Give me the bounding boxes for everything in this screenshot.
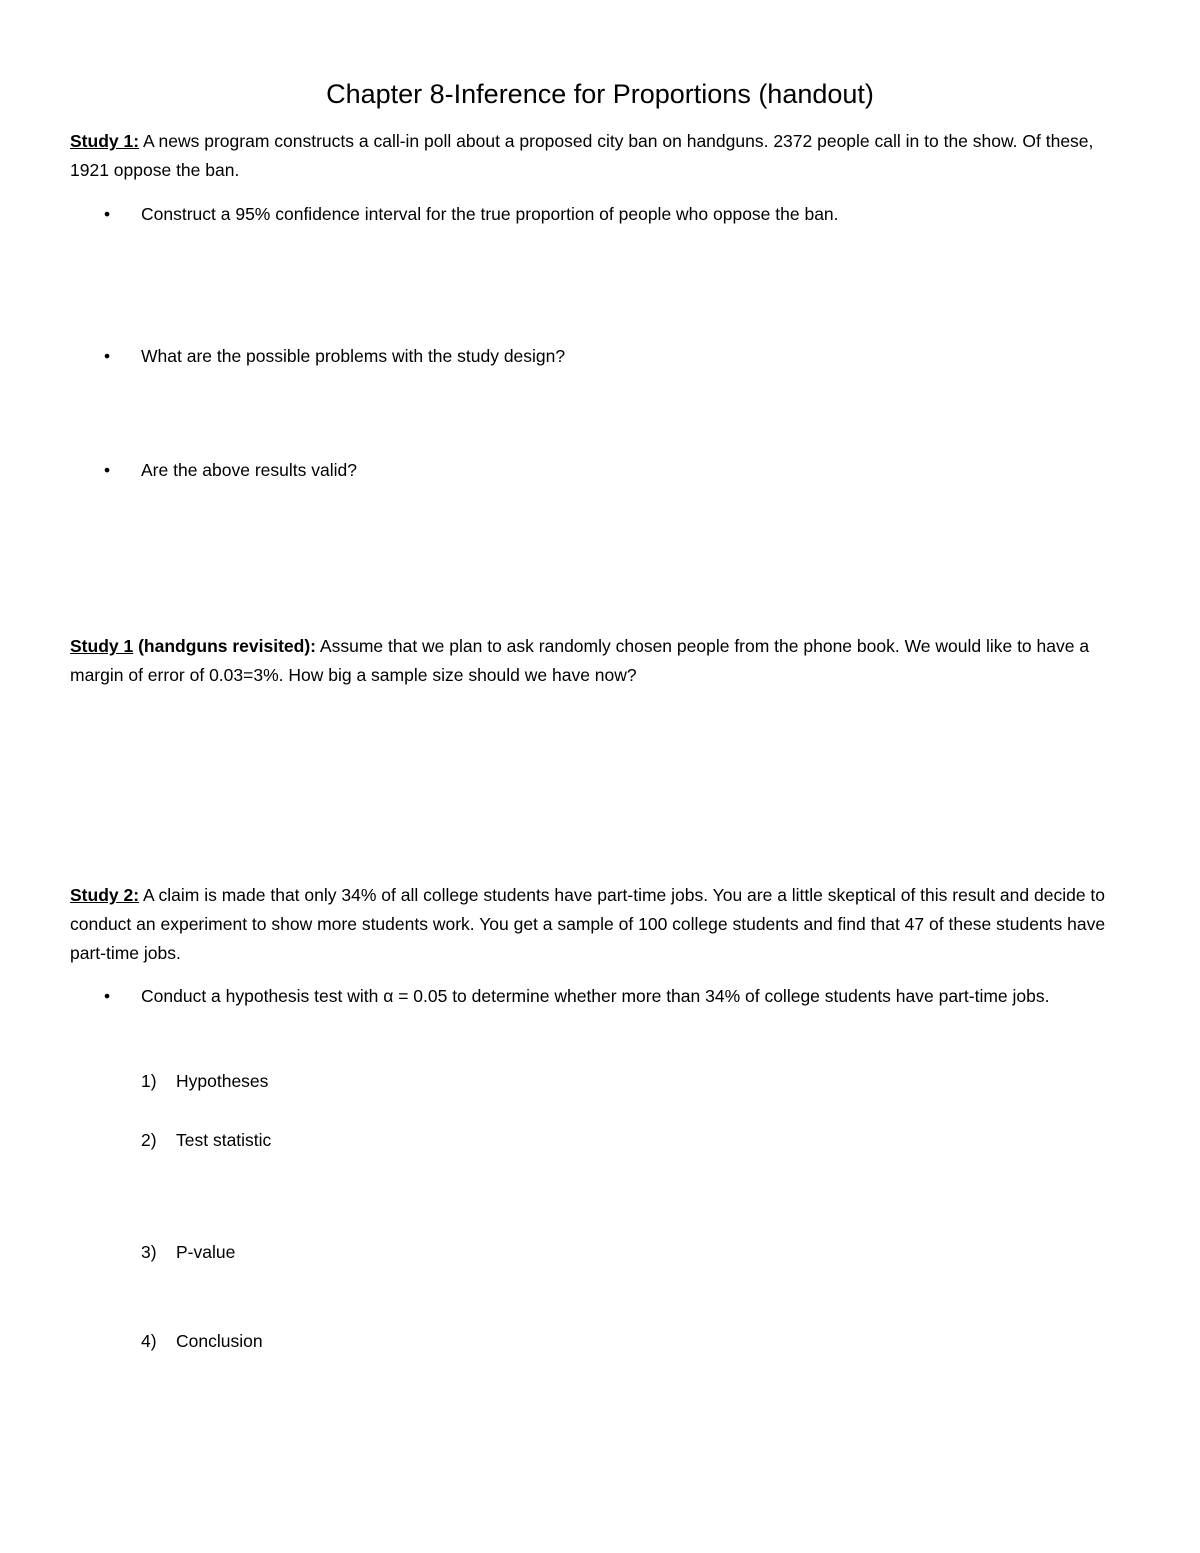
study2-question: Conduct a hypothesis test with α = 0.05 to determine whether more than 34% of college students have part-time jobs. xyxy=(141,986,1050,1006)
study1-revisited-label-suffix: (handguns revisited): xyxy=(133,636,317,656)
bullet-icon: • xyxy=(104,460,111,480)
study1-paragraph xyxy=(70,127,1135,185)
page-title: Chapter 8-Inference for Proportions (handout) xyxy=(326,79,874,109)
study1-question-2: What are the possible problems with the study design? xyxy=(141,346,566,366)
study1-revisited-paragraph xyxy=(70,632,1135,690)
study1-question-1: Construct a 95% confidence interval for the true proportion of people who oppose the ban. xyxy=(141,204,839,224)
study1-revisited-text: Assume that we plan to ask randomly chosen people from the phone book. We would like to have a margin of error of 0.03=3%. How big a sample size should we have now? xyxy=(70,636,1090,685)
step-number: 4) xyxy=(141,1331,157,1351)
study1-text: A news program constructs a call-in poll about a proposed city ban on handguns. 2372 people call in to the show. Of these, 1921 oppose the ban. xyxy=(70,131,1094,180)
study1-label: Study 1: xyxy=(70,131,140,151)
study2-text: A claim is made that only 34% of all college students have part-time jobs. You are a little skeptical of this result and decide to conduct an experiment to show more students work. You get a sample of 100 college students and find that 47 of these students have part-time jobs. xyxy=(70,885,1106,963)
step-number: 2) xyxy=(141,1130,157,1150)
step-test-statistic: Test statistic xyxy=(176,1130,272,1150)
step-p-value: P-value xyxy=(176,1242,236,1262)
bullet-icon: • xyxy=(104,204,111,224)
bullet-icon: • xyxy=(104,986,111,1006)
step-number: 1) xyxy=(141,1071,157,1091)
bullet-icon: • xyxy=(104,346,111,366)
study1-revisited-label: Study 1 xyxy=(70,636,134,656)
study2-paragraph xyxy=(70,881,1135,968)
study1-question-3: Are the above results valid? xyxy=(141,460,357,480)
step-hypotheses: Hypotheses xyxy=(176,1071,269,1091)
study2-label: Study 2: xyxy=(70,885,140,905)
step-conclusion: Conclusion xyxy=(176,1331,263,1351)
step-number: 3) xyxy=(141,1242,157,1262)
